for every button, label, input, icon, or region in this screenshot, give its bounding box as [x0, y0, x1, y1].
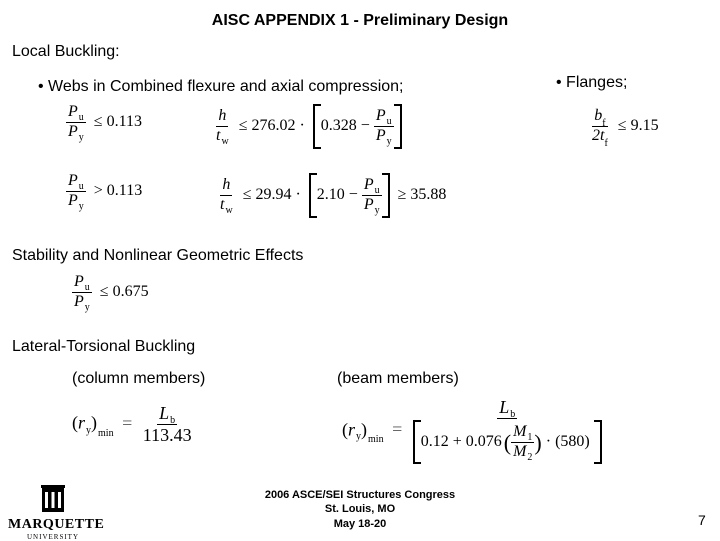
- logo-name: MARQUETTE: [8, 517, 105, 532]
- footer-line-1: 2006 ASCE/SEI Structures Congress: [264, 489, 456, 501]
- stability-eq: $\frac{P_u}{P_y}$ ≤ 0.675: [74, 273, 149, 313]
- web-eq-1: $\frac{P_u}{P_y}$ ≤ 0.113: [68, 103, 142, 143]
- local-buckling-heading: Local Buckling:: [12, 43, 120, 60]
- flange-eq: $\frac{b_f}{2t_f}$ ≤ 9.15: [592, 107, 659, 149]
- page-number: 7: [698, 512, 706, 528]
- beam-members-label: (beam members): [337, 370, 459, 387]
- web-eq-2: $\frac{h}{t_w}$ ≤ 276.02 · 0.328 − $\frac{P_u}{P_y}$: [214, 104, 402, 149]
- logo-sub: UNIVERSITY: [27, 533, 79, 541]
- web-eq-3: $\frac{P_u}{P_y}$ > 0.113: [68, 172, 143, 212]
- column-members-label: (column members): [72, 370, 206, 387]
- marquette-logo: [8, 484, 105, 541]
- flanges-bullet: • Flanges;: [556, 74, 628, 91]
- page-title: AISC APPENDIX 1 - Preliminary Design: [211, 12, 509, 29]
- stability-heading: Stability and Nonlinear Geometric Effects: [12, 247, 304, 264]
- column-eq: $(r_y)_{min}$ = $\frac{L_b}{113.43}$: [72, 403, 192, 445]
- marquette-crest-icon: [40, 484, 66, 514]
- ltb-heading: Lateral-Torsional Buckling: [12, 338, 196, 355]
- beam-eq: $(r_y)_{min}$ = $L_b$ 0.12 + 0.076 ( $\frac{M_1}{M_2}$ ) · (580): [342, 398, 604, 464]
- footer: [240, 488, 480, 531]
- footer-line-3: May 18-20: [333, 517, 387, 530]
- webs-bullet: • Webs in Combined flexure and axial compression;: [38, 78, 404, 95]
- web-eq-4: $\frac{h}{t_w}$ ≤ 29.94 · 2.10 − $\frac{P_u}{P_y}$ ≥ 35.88: [218, 173, 450, 218]
- footer-line-2: St. Louis, MO: [324, 503, 396, 516]
